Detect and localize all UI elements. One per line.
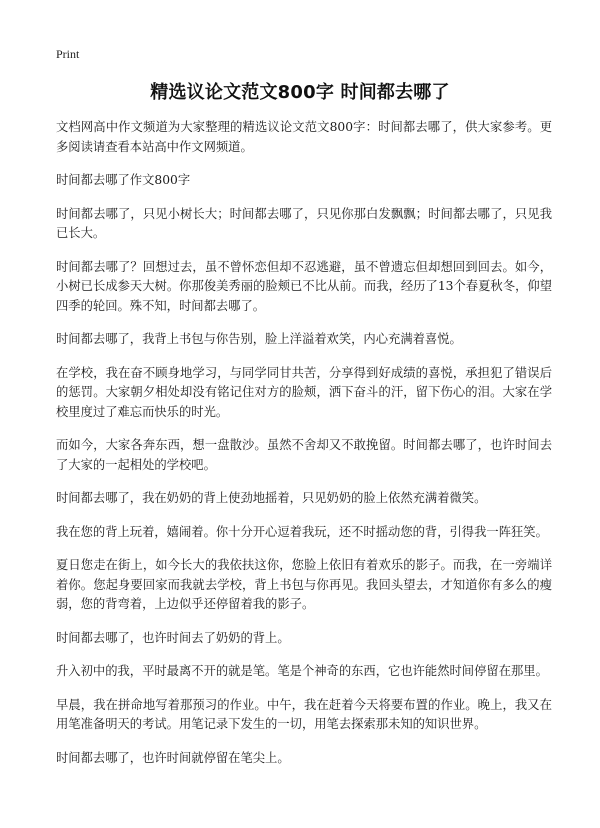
paragraph: 时间都去哪了，我在奶奶的背上使劲地摇着，只见奶奶的脸上依然充满着微笑。	[56, 491, 487, 505]
paragraph-subtitle: 时间都去哪了作文800字	[56, 173, 191, 187]
paragraph: 时间都去哪了，也许时间去了奶奶的背上。	[56, 630, 290, 645]
page-title: 精选议论文范文800字 时间都去哪了	[150, 82, 450, 103]
paragraph-intro: 文档网高中作文频道为大家整理的精选议论文范文800字：时间都去哪了，供大家参考。更多阅读请查看本站高中作文网频道。	[56, 120, 552, 154]
paragraph: 时间都去哪了，我背上书包与你告别，脸上洋溢着欢笑，内心充满着喜悦。	[56, 332, 462, 346]
paragraph: 时间都去哪了，只见小树长大；时间都去哪了，只见你那白发飘飘；时间都去哪了，只见我已长大。	[56, 206, 552, 240]
paragraph: 升入初中的我，平时最离不开的就是笔。笔是个神奇的东西，它也许能然时间停留在那里。	[56, 664, 548, 678]
article-body	[56, 118, 552, 782]
paragraph: 早晨，我在拼命地写着那预习的作业。中午，我在赶着今天将要布置的作业。晚上，我又在用笔准备明天的考试。用笔记录下发生的一切，用笔去探索那未知的知识世界。	[56, 697, 552, 731]
paragraph: 时间都去哪了？回想过去，虽不曾怀恋但却不忍逃避，虽不曾遗忘但却想回到回去。如今，小树已长成参天大树。你那俊美秀丽的脸颊已不比从前。而我，经历了13个春夏秋冬，仰望四季的轮回。殊不知，时间都去哪了。	[56, 259, 552, 313]
print-link[interactable]: Print	[56, 47, 80, 61]
paragraph: 夏日您走在街上，如今长大的我依扶这你，您脸上依旧有着欢乐的影子。而我，在一旁端详着你。您起身要回家而我就去学校，背上书包与你再见。我回头望去，才知道你有多么的瘦弱，您的背弯着，上边似乎还停留着我的影子。	[56, 558, 552, 611]
paragraph: 在学校，我在奋不顾身地学习，与同学同甘共苦，分享得到好成绩的喜悦，承担犯了错误后的惩罚。大家朝夕相处却没有铭记住对方的脸颊，洒下奋斗的汗，留下伤心的泪。大家在学校里度过了难忘而快乐的时光。	[56, 365, 552, 419]
paragraph: 时间都去哪了，也许时间就停留在笔尖上。	[56, 750, 290, 765]
paragraph: 我在您的背上玩着，嬉闹着。你十分开心逗着我玩，还不时摇动您的背，引得我一阵狂笑。	[56, 524, 548, 539]
paragraph: 而如今，大家各奔东西，想一盘散沙。虽然不舍却又不敢挽留。时间都去哪了，也许时间去了大家的一起相处的学校吧。	[56, 438, 552, 472]
